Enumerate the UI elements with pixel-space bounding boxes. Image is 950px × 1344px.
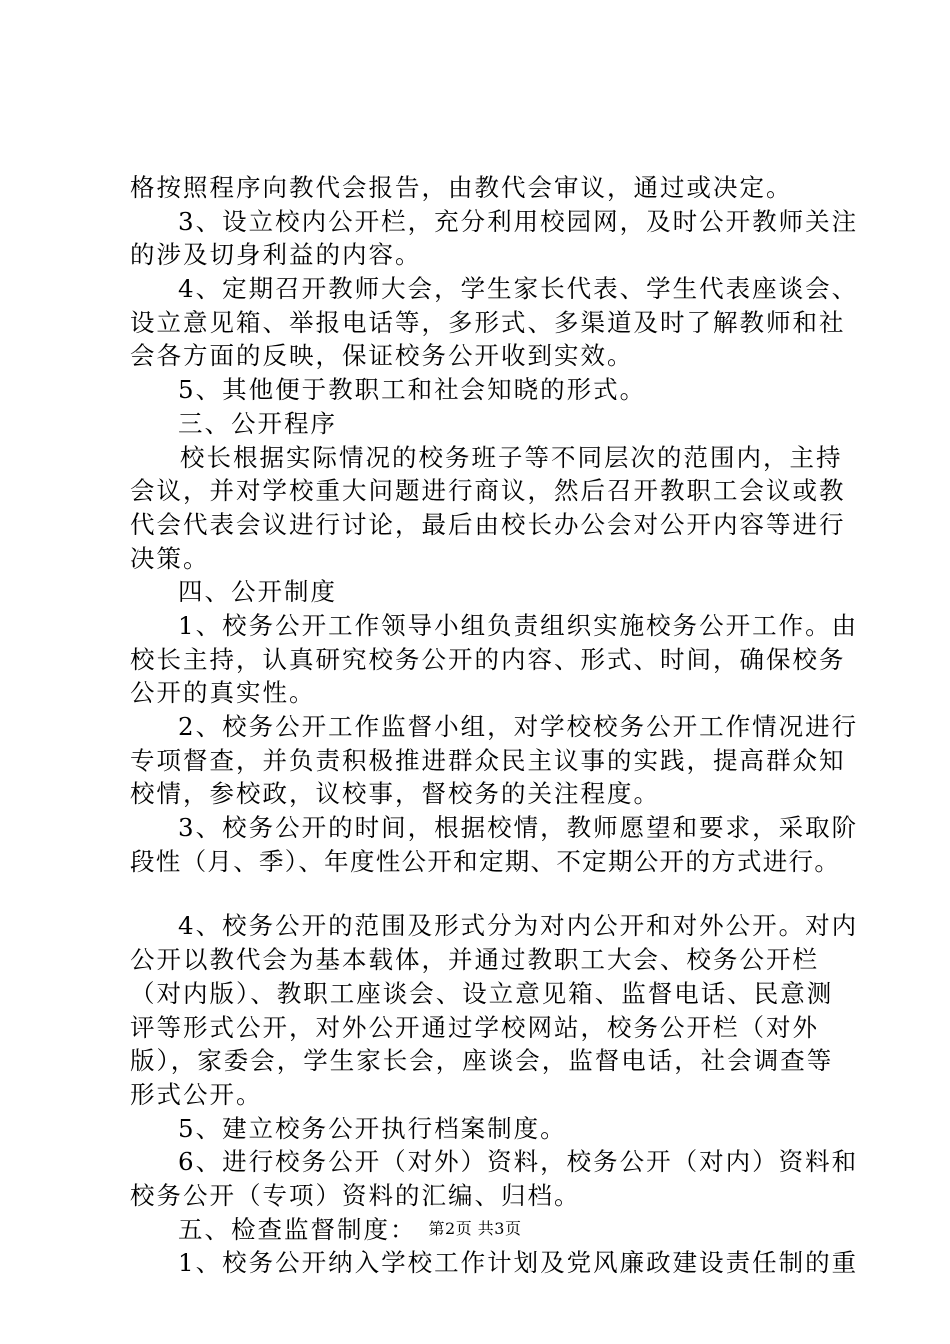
document-body — [130, 171, 859, 1280]
paragraph-line: 校情，参校政，议校事，督校务的关注程度。 — [130, 779, 660, 809]
paragraph-line: 6、进行校务公开（对外）资料，校务公开（对内）资料和 — [178, 1147, 859, 1177]
paragraph-line: 设立意见箱、举报电话等，多形式、多渠道及时了解教师和社 — [130, 307, 846, 337]
paragraph-line: 5、其他便于教职工和社会知晓的形式。 — [178, 375, 647, 405]
page-number: 第2页 共3页 — [428, 1219, 522, 1238]
paragraph-line: 3、校务公开的时间，根据校情，教师愿望和要求，采取阶 — [178, 813, 859, 843]
paragraph-line: 5、建立校务公开执行档案制度。 — [178, 1113, 567, 1143]
paragraph-line: 1、校务公开纳入学校工作计划及党风廉政建设责任制的重 — [178, 1248, 859, 1278]
section-heading: 三、公开程序 — [178, 408, 337, 438]
paragraph-line: 3、设立校内公开栏，充分利用校园网，及时公开教师关注 — [178, 206, 859, 236]
paragraph-line: 形式公开。 — [130, 1079, 263, 1109]
paragraph-line: 决策。 — [130, 543, 210, 573]
paragraph-line: 会议，并对学校重大问题进行商议，然后召开教职工会议或教 — [130, 476, 846, 506]
paragraph-line: 4、定期召开教师大会，学生家长代表、学生代表座谈会、 — [178, 274, 859, 304]
paragraph-line: 会各方面的反映，保证校务公开收到实效。 — [130, 341, 634, 371]
paragraph-line: 版），家委会，学生家长会，座谈会，监督电话，社会调查等 — [130, 1046, 834, 1076]
paragraph-line: 校长主持，认真研究校务公开的内容、形式、时间，确保校务 — [130, 644, 846, 674]
section-heading: 四、公开制度 — [178, 577, 337, 607]
paragraph-gap — [130, 878, 840, 909]
paragraph-line: 公开的真实性。 — [130, 678, 316, 708]
paragraph-line: （对内版）、教职工座谈会、设立意见箱、监督电话、民意测 — [130, 978, 834, 1008]
paragraph-line: 1、校务公开工作领导小组负责组织实施校务公开工作。由 — [178, 610, 859, 640]
paragraph-line: 评等形式公开，对外公开通过学校网站，校务公开栏（对外 — [130, 1012, 819, 1042]
section-heading: 五、检查监督制度： — [178, 1214, 417, 1244]
paragraph-line: 格按照程序向教代会报告，由教代会审议，通过或决定。 — [130, 173, 793, 202]
paragraph-line: 专项督查，并负责积极推进群众民主议事的实践，提高群众知 — [130, 745, 846, 775]
paragraph-line: 代会代表会议进行讨论，最后由校长办公会对公开内容等进行 — [130, 509, 846, 539]
paragraph-line: 公开以教代会为基本载体，并通过教职工大会、校务公开栏 — [130, 945, 819, 975]
paragraph-line: 2、校务公开工作监督小组，对学校校务公开工作情况进行 — [178, 712, 859, 741]
paragraph-line: 校务公开（专项）资料的汇编、归档。 — [130, 1180, 581, 1210]
paragraph-line: 4、校务公开的范围及形式分为对内公开和对外公开。对内 — [178, 911, 859, 941]
paragraph-line: 的涉及切身利益的内容。 — [130, 240, 422, 270]
paragraph-line: 段性（月、季）、年度性公开和定期、不定期公开的方式进行。 — [130, 846, 841, 876]
paragraph-line: 校长根据实际情况的校务班子等不同层次的范围内，主持 — [180, 442, 843, 472]
